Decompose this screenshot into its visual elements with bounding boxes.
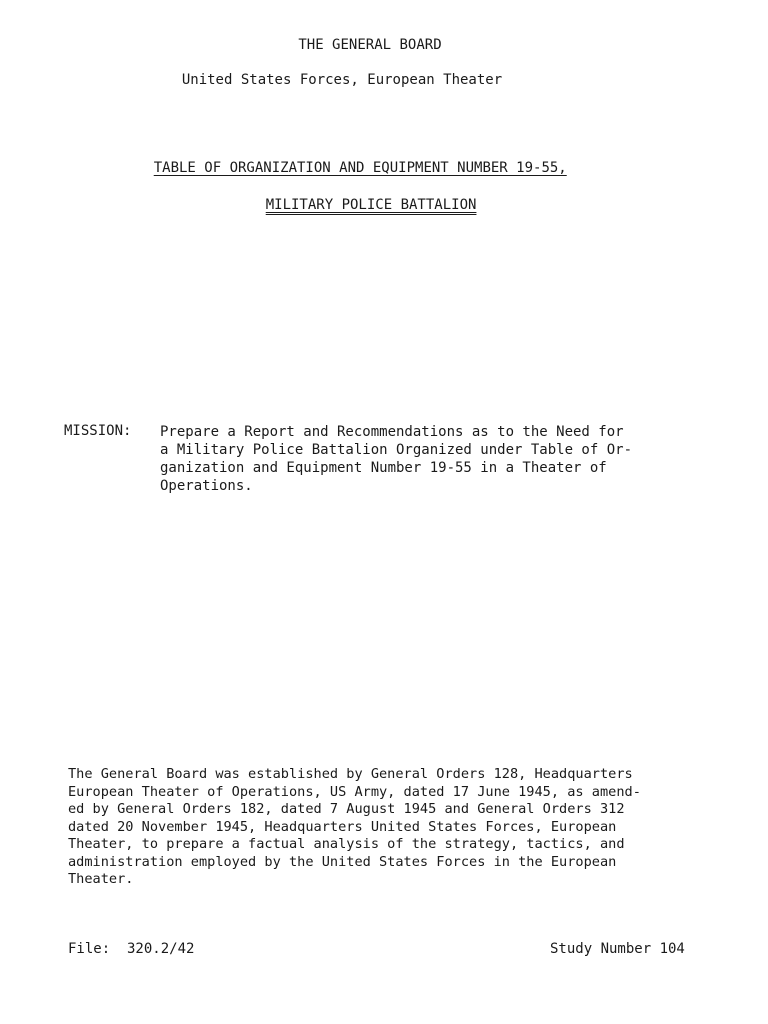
statement-line: European Theater of Operations, US Army, dated 17 June 1945, as amend- [68,783,641,800]
table-title-text: TABLE OF ORGANIZATION AND EQUIPMENT NUMBER 19-55, [153,160,567,176]
board-heading: THE GENERAL BOARD [298,37,442,53]
mission-line: Operations. [160,478,253,494]
file-reference: File: 320.2/42 [68,941,195,957]
mission-line: ganization and Equipment Number 19-55 in a Theater of [160,460,607,476]
unit-title-text: MILITARY POLICE BATTALION [265,197,477,213]
statement-line: Theater. [68,871,134,887]
statement-line: dated 20 November 1945, Headquarters United States Forces, European [68,818,617,835]
statement-line: administration employed by the United States Forces in the European [68,853,617,870]
statement-line: ed by General Orders 182, dated 7 August 1945 and General Orders 312 [68,801,625,817]
mission-label: MISSION: [64,423,132,439]
statement-line: The General Board was established by General Orders 128, Headquarters [68,766,633,782]
statement-line: Theater, to prepare a factual analysis of the strategy, tactics, and [68,836,625,852]
mission-line: a Military Police Battalion Organized under Table of Or- [160,442,633,458]
unit-title [232,180,476,231]
study-number: Study Number 104 [550,941,685,957]
mission-text [160,423,700,495]
forces-heading: United States Forces, European Theater [181,72,503,88]
board-statement [68,766,728,889]
mission-line: Prepare a Report and Recommendations as to the Need for [160,424,624,440]
